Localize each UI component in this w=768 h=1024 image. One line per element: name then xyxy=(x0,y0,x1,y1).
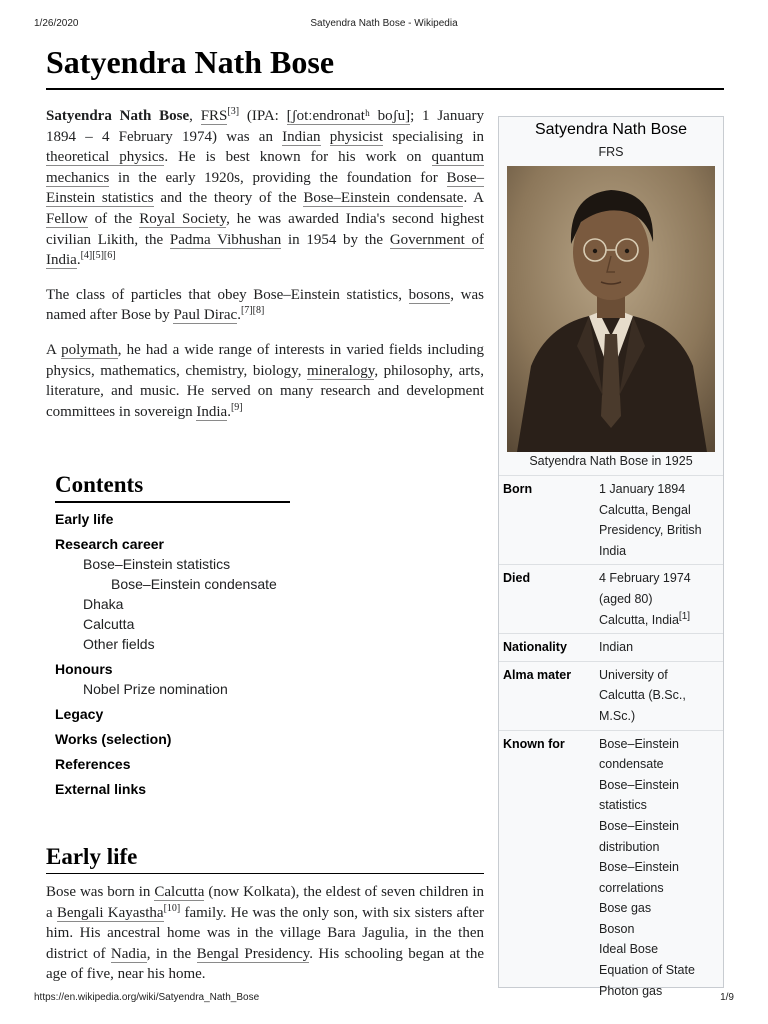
lead-text: in 1954 by the xyxy=(281,231,390,248)
link-paul-dirac[interactable]: Paul Dirac xyxy=(173,307,238,324)
infobox-value-line xyxy=(599,775,719,796)
infobox-value-text: Ideal Bose xyxy=(599,942,659,957)
infobox-value xyxy=(599,568,719,630)
infobox-value-text: Bose–Einstein xyxy=(599,777,679,792)
lead-paragraph-2 xyxy=(46,285,484,326)
infobox-value-line xyxy=(599,520,719,541)
lead-text: in the early 1920s, providing the foundation for xyxy=(109,169,447,186)
toc-item[interactable]: Honours xyxy=(55,661,113,677)
article-lead xyxy=(46,106,484,436)
infobox-value xyxy=(599,637,719,658)
infobox-postnominal[interactable]: FRS xyxy=(598,145,624,159)
infobox-row xyxy=(499,564,723,633)
link-physicist[interactable]: physicist xyxy=(329,128,384,145)
lead-text: of the xyxy=(87,210,140,227)
infobox-row xyxy=(499,475,723,564)
body-text: (now Kolkata), the eldest of seven children in a xyxy=(46,884,484,921)
toc-item[interactable]: Early life xyxy=(55,511,114,527)
infobox-value-line xyxy=(599,754,719,775)
infobox-value-line xyxy=(599,541,719,562)
infobox-value-text: correlations xyxy=(599,880,664,895)
infobox-value-line xyxy=(599,795,719,816)
infobox-row xyxy=(499,730,723,1005)
toc-item[interactable]: Nobel Prize nomination xyxy=(83,681,228,697)
link-bengal-presidency[interactable]: Bengal Presidency xyxy=(196,945,310,962)
infobox-ref[interactable]: [1] xyxy=(678,610,691,622)
refs-4-5-6[interactable]: [4][5][6] xyxy=(80,250,116,262)
lead-text: , he was awarded India's second highest civilian Likith, the xyxy=(46,210,484,248)
link-bosons[interactable]: bosons xyxy=(408,286,451,303)
print-date: 1/26/2020 xyxy=(34,18,79,29)
lead-text: , he had a wide range of interests in varied fields including physics, mathematics, chemistry, biology, xyxy=(46,341,484,379)
early-life-paragraph xyxy=(46,882,484,985)
subject-name: Satyendra Nath Bose xyxy=(46,108,190,124)
toc-item[interactable]: Other fields xyxy=(83,636,155,652)
infobox-title: Satyendra Nath Bose xyxy=(534,121,688,138)
toc-item[interactable]: External links xyxy=(55,781,147,797)
infobox-value-line xyxy=(599,960,719,981)
portrait-caption: Satyendra Nath Bose in 1925 xyxy=(529,454,693,468)
infobox-row xyxy=(499,633,723,661)
link-indian[interactable]: Indian xyxy=(282,128,321,145)
link-polymath[interactable]: polymath xyxy=(61,341,118,358)
toc-item[interactable]: Bose–Einstein condensate xyxy=(111,576,277,592)
link-mineralogy[interactable]: mineralogy xyxy=(306,362,375,379)
toc-item[interactable]: References xyxy=(55,756,131,772)
print-page-number: 1/9 xyxy=(720,992,734,1003)
link-nadia[interactable]: Nadia xyxy=(110,945,147,962)
toc-heading: Contents xyxy=(55,472,290,503)
infobox-value-line xyxy=(599,939,719,960)
link-india[interactable]: India xyxy=(196,403,228,420)
lead-text: and the theory of the xyxy=(153,190,304,207)
infobox-value-text: Bose–Einstein xyxy=(599,860,679,875)
ipa-prefix: (IPA: xyxy=(246,108,287,124)
infobox-value-line xyxy=(599,479,719,500)
body-text: . His schooling began at the age of five, near his home. xyxy=(46,945,484,983)
infobox-value-line xyxy=(599,500,719,521)
infobox-value-text: Equation of State xyxy=(599,963,695,978)
lead-text: The class of particles that obey Bose–Einstein statistics, xyxy=(46,286,409,303)
infobox-value-text: 4 February 1974 xyxy=(599,571,691,586)
infobox-value-line xyxy=(599,919,719,940)
print-title: Satyendra Nath Bose - Wikipedia xyxy=(310,18,458,29)
infobox-value-text: Calcutta, India xyxy=(599,612,679,627)
infobox-value-text: condensate xyxy=(599,757,664,772)
lead-paragraph-1: Satyendra Nath Bose, FRS[3] (IPA: [ʃotːendronatʰ boʃu]; 1 January 1894 – 4 February 1974) was an Indian physicist specialising in theoretical physics. He is best known for his work on quantum mechanics in the early 1920s, providing the foundation for Bose–Einstein statistics and the theory of the Bose–Einstein condensate. A Fellow of the Royal Society, he was awarded India's second highest civilian Likith, the Padma Vibhushan in 1954 by the Government of India.[4][5][6] xyxy=(46,106,484,269)
link-padma-vibhushan[interactable]: Padma Vibhushan xyxy=(169,231,282,248)
ref-10[interactable]: [10] xyxy=(163,902,181,914)
toc-item[interactable]: Calcutta xyxy=(83,616,135,632)
lead-text: . xyxy=(227,403,231,420)
lead-text: . xyxy=(237,307,241,324)
lead-text: , philosophy, arts, literature, and music. He served on many research and development committees in sovereign xyxy=(46,362,485,420)
infobox-value-line xyxy=(599,734,719,755)
infobox-row xyxy=(499,661,723,730)
infobox-value-text: Bose–Einstein xyxy=(599,818,679,833)
print-url[interactable]: https://en.wikipedia.org/wiki/Satyendra_Nath_Bose xyxy=(34,992,260,1003)
infobox-value-text: 1 January 1894 xyxy=(599,482,686,496)
infobox-label: Known for xyxy=(503,736,565,751)
link-be-statistics[interactable]: Bose–Einstein statistics xyxy=(46,169,484,207)
infobox-value-line xyxy=(599,706,719,727)
infobox-value-line xyxy=(599,685,719,706)
toc-item[interactable]: Research career xyxy=(55,536,164,552)
toc-item[interactable]: Legacy xyxy=(55,706,104,722)
lead-text: , was named after Bose by xyxy=(46,286,484,324)
infobox-label: Nationality xyxy=(503,640,567,655)
infobox-label: Died xyxy=(503,571,531,586)
print-footer xyxy=(0,992,768,1006)
infobox-rows xyxy=(499,475,723,1004)
lead-text: . A xyxy=(463,190,484,207)
body-text: , in the xyxy=(146,945,197,962)
lead-text: specialising in xyxy=(383,128,484,145)
infobox-value-line xyxy=(599,857,719,878)
link-government-of-india[interactable]: Government of India xyxy=(46,231,484,269)
infobox-value-text: University of xyxy=(599,667,668,682)
infobox-label: Born xyxy=(503,482,533,496)
section-heading-early-life: Early life xyxy=(46,844,484,874)
lead-paragraph-3 xyxy=(46,340,484,422)
infobox-value-line xyxy=(599,816,719,837)
infobox-value-line xyxy=(599,589,719,610)
link-theoretical-physics[interactable]: theoretical physics xyxy=(46,149,165,166)
infobox-value-text: India xyxy=(599,543,627,558)
infobox-label: Alma mater xyxy=(503,667,572,682)
infobox-value-text: Bose–Einstein xyxy=(599,736,679,751)
infobox-value-text: (aged 80) xyxy=(599,591,653,606)
body-text: Bose was born in xyxy=(46,884,155,900)
lead-dates-text: ; 1 January 1894 – 4 February 1974) was an xyxy=(46,108,484,145)
infobox-value-line xyxy=(599,568,719,589)
infobox-value-line xyxy=(599,837,719,858)
toc-item[interactable]: Bose–Einstein statistics xyxy=(83,556,231,572)
print-header xyxy=(0,18,768,32)
infobox-value xyxy=(599,665,719,727)
infobox-value-line xyxy=(599,878,719,899)
infobox-value-text: statistics xyxy=(599,798,647,813)
link-royal-society[interactable]: Royal Society xyxy=(139,210,227,227)
infobox-value-text: Photon gas xyxy=(599,983,663,998)
toc-item[interactable]: Dhaka xyxy=(83,596,124,612)
link-bengali-kayastha[interactable]: Bengali Kayastha xyxy=(56,904,164,921)
infobox xyxy=(498,116,724,998)
lead-text: . He is best known for his work on xyxy=(164,149,432,166)
ref-3[interactable]: [3] xyxy=(227,106,240,117)
infobox-value-line xyxy=(599,665,719,686)
infobox-value-text: Calcutta (B.Sc., xyxy=(599,688,686,703)
toc-item[interactable]: Works (selection) xyxy=(55,731,172,747)
link-be-condensate[interactable]: Bose–Einstein condensate xyxy=(303,190,464,207)
link-ipa[interactable]: [ʃotːendronatʰ boʃu] xyxy=(286,108,411,124)
infobox-value-line xyxy=(599,898,719,919)
infobox-value-text: Indian xyxy=(599,640,634,655)
refs-7-8[interactable]: [7][8] xyxy=(240,305,265,317)
infobox-value-text: M.Sc.) xyxy=(599,708,636,723)
link-frs[interactable]: FRS xyxy=(200,108,228,124)
infobox-value xyxy=(599,479,719,561)
page-title: Satyendra Nath Bose xyxy=(46,44,335,80)
infobox-value-text: Bose gas xyxy=(599,901,652,916)
infobox-value-text: Calcutta, Bengal xyxy=(599,502,691,517)
infobox-value-text: Presidency, British xyxy=(599,523,702,538)
infobox-value xyxy=(599,734,719,1002)
body-text: family. He was the only son, with six sisters after him. His ancestral home was in the village Bara Jagulia, in the then district of xyxy=(46,904,484,962)
toc-list xyxy=(55,509,290,799)
infobox-value-text: distribution xyxy=(599,839,660,854)
lead-text: . xyxy=(76,252,81,269)
link-quantum-mechanics[interactable]: quantum mechanics xyxy=(46,149,484,186)
portrait-photo[interactable] xyxy=(507,166,715,452)
title-divider xyxy=(46,88,724,90)
infobox-value-text: Boson xyxy=(599,921,635,936)
lead-text: A xyxy=(46,341,62,358)
ref-9[interactable]: [9] xyxy=(230,401,243,413)
table-of-contents xyxy=(55,472,290,799)
link-calcutta[interactable]: Calcutta xyxy=(154,884,205,900)
infobox-value-line xyxy=(599,637,719,658)
link-fellow[interactable]: Fellow xyxy=(46,210,88,227)
infobox-value-line xyxy=(599,610,719,631)
